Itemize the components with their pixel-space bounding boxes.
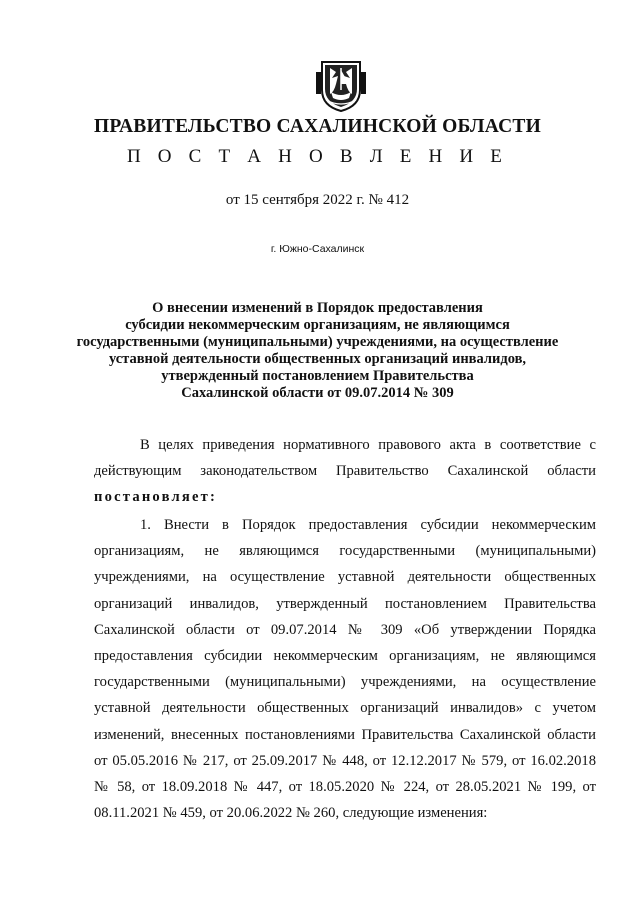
resolves-line [94, 484, 596, 510]
body-line: государственными (муниципальными) учреждениями, на осуществление [94, 674, 596, 691]
body-line: 1. Внести в Порядок предоставления субсидии некоммерческим [140, 517, 596, 533]
document-type: П О С Т А Н О В Л Е Н И Е [126, 146, 509, 167]
body-line: № 58, от 18.09.2018 № 447, от 18.05.2020 № 224, от 28.05.2021 № 199, от [94, 778, 596, 795]
body-line: В целях приведения нормативного правового акта в соответствие с [140, 437, 596, 453]
coat-of-arms-emblem [316, 56, 366, 112]
subject-line: О внесении изменений в Порядок предоставления [152, 300, 483, 316]
body-line: предоставления субсидии некоммерческим организациям, не являющимся [94, 647, 596, 664]
body-line: 08.11.2021 № 459, от 20.06.2022 № 260, следующие изменения: [94, 805, 488, 822]
government-title: ПРАВИТЕЛЬСТВО САХАЛИНСКОЙ ОБЛАСТИ [94, 116, 541, 137]
body-line: учреждениями, на осуществление уставной деятельности общественных [94, 569, 596, 586]
item-1-paragraph [94, 512, 596, 826]
body-line: уставной деятельности общественных организаций инвалидов» с учетом [94, 700, 596, 717]
body-line: от 05.05.2016 № 217, от 25.09.2017 № 448, от 12.12.2017 № 579, от 16.02.2018 [94, 752, 596, 769]
subject-line: субсидии некоммерческим организациям, не являющимся [125, 317, 510, 333]
document-date-number: от 15 сентября 2022 г. № 412 [225, 192, 410, 208]
subject-line: уставной деятельности общественных организаций инвалидов, [108, 351, 527, 367]
body-line: организаций инвалидов, утвержденный постановлением Правительства [94, 595, 596, 612]
resolves-word: постановляет: [94, 489, 218, 506]
body-line: организациям, не являющимся государственными (муниципальными) [94, 543, 596, 560]
city-name: г. Южно-Сахалинск [270, 243, 365, 255]
subject-line: утвержденный постановлением Правительства [161, 368, 474, 384]
preamble-paragraph [94, 432, 596, 511]
body-line: изменений, внесенных постановлениями Правительства Сахалинской области [94, 726, 596, 743]
body-line: Сахалинской области от 09.07.2014 № 309 «Об утверждении Порядка [94, 621, 596, 638]
body-line: действующим законодательством Правительство Сахалинской области [94, 463, 596, 480]
document-subject [60, 300, 575, 402]
subject-line: Сахалинской области от 09.07.2014 № 309 [181, 385, 454, 401]
subject-line: государственными (муниципальными) учреждениями, на осуществление [76, 334, 559, 350]
